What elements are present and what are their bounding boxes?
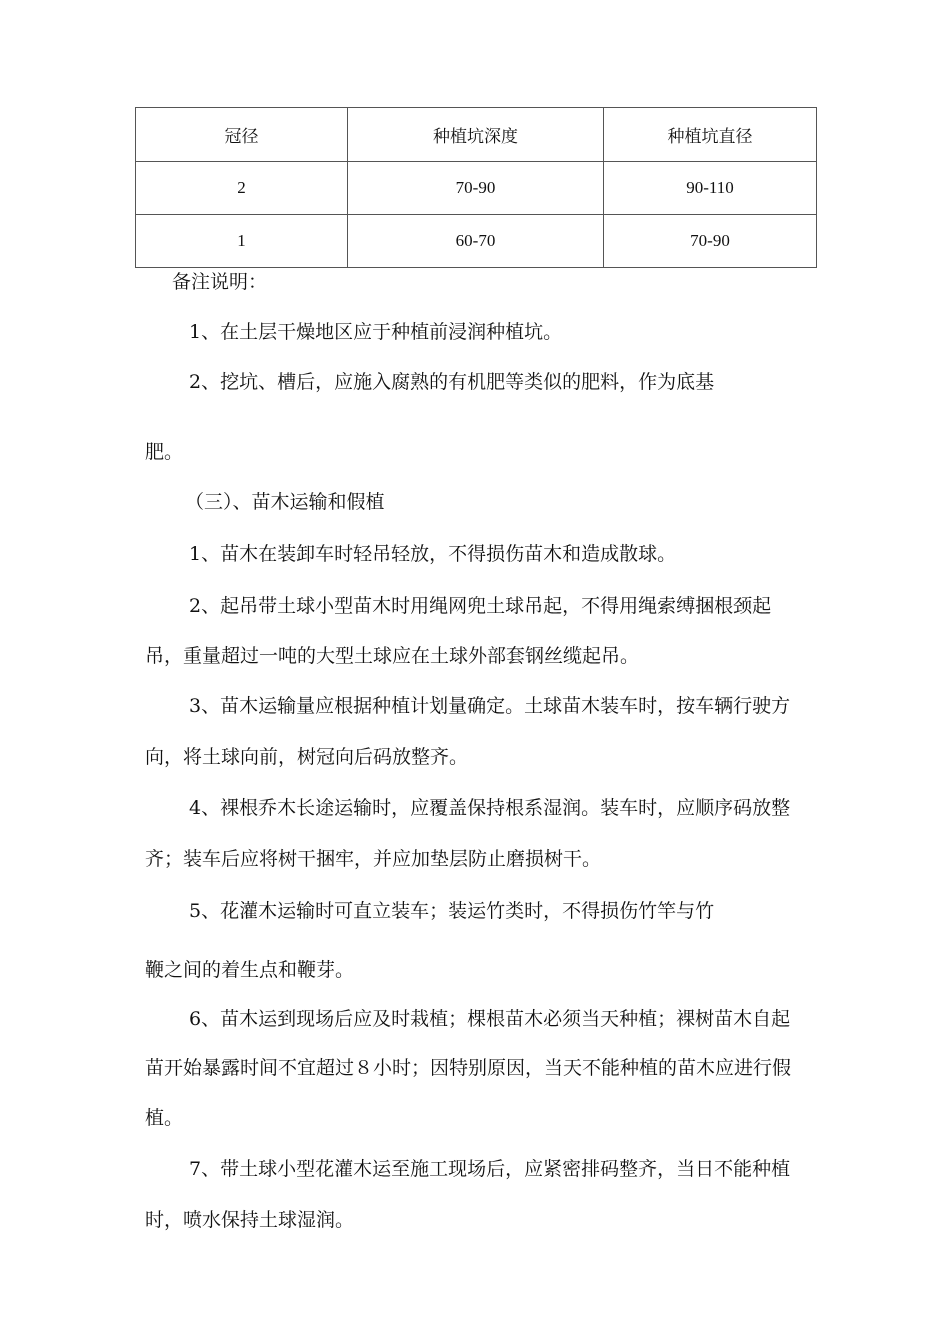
section-heading: （三）、苗木运输和假植 — [185, 491, 385, 513]
paragraph-line: 苗开始暴露时间不宜超过８小时；因特别原因，当天不能种植的苗木应进行假 — [145, 1057, 792, 1079]
table-row — [136, 215, 817, 268]
notes-title: 备注说明： — [172, 271, 268, 293]
note-item: 2、挖坑、槽后，应施入腐熟的有机肥等类似的肥料，作为底基 — [189, 371, 715, 393]
paragraph-line: 齐；装车后应将树干捆牢，并应加垫层防止磨损树干。 — [145, 848, 602, 870]
table-cell: 70-90 — [348, 162, 604, 215]
paragraph-line: 2、起吊带土球小型苗木时用绳网兜土球吊起，不得用绳索缚捆根颈起 — [189, 595, 772, 617]
paragraph-line: 植。 — [145, 1107, 184, 1129]
paragraph-line: 3、苗木运输量应根据种植计划量确定。土球苗木装车时，按车辆行驶方 — [189, 695, 791, 717]
table-cell: 90-110 — [604, 162, 817, 215]
note-item: 肥。 — [145, 441, 184, 463]
table-cell: 2 — [136, 162, 348, 215]
table-cell: 1 — [136, 215, 348, 268]
paragraph-line: 鞭之间的着生点和鞭芽。 — [145, 959, 355, 981]
paragraph-line: 5、花灌木运输时可直立装车；装运竹类时，不得损伤竹竿与竹 — [189, 900, 715, 922]
table-header-row — [136, 108, 817, 162]
paragraph-line: 1、苗木在装卸车时轻吊轻放，不得损伤苗木和造成散球。 — [189, 543, 677, 565]
paragraph-line: 4、裸根乔木长途运输时，应覆盖保持根系湿润。装车时，应顺序码放整 — [189, 797, 791, 819]
planting-pit-table — [135, 107, 817, 268]
note-item: 1、在土层干燥地区应于种植前浸润种植坑。 — [189, 321, 563, 343]
paragraph-line: 6、苗木运到现场后应及时栽植；棵根苗木必须当天种植；裸树苗木自起 — [189, 1008, 791, 1030]
paragraph-line: 吊，重量超过一吨的大型土球应在土球外部套钢丝缆起吊。 — [145, 645, 640, 667]
table-cell: 70-90 — [604, 215, 817, 268]
header-cell-depth: 种植坑深度 — [348, 108, 604, 162]
paragraph-line: 7、带土球小型花灌木运至施工现场后，应紧密排码整齐，当日不能种植 — [189, 1158, 791, 1180]
paragraph-line: 时，喷水保持土球湿润。 — [145, 1209, 355, 1231]
table-row — [136, 162, 817, 215]
header-cell-diameter: 种植坑直径 — [604, 108, 817, 162]
paragraph-line: 向，将土球向前，树冠向后码放整齐。 — [145, 746, 469, 768]
header-cell-crown: 冠径 — [136, 108, 348, 162]
table-cell: 60-70 — [348, 215, 604, 268]
